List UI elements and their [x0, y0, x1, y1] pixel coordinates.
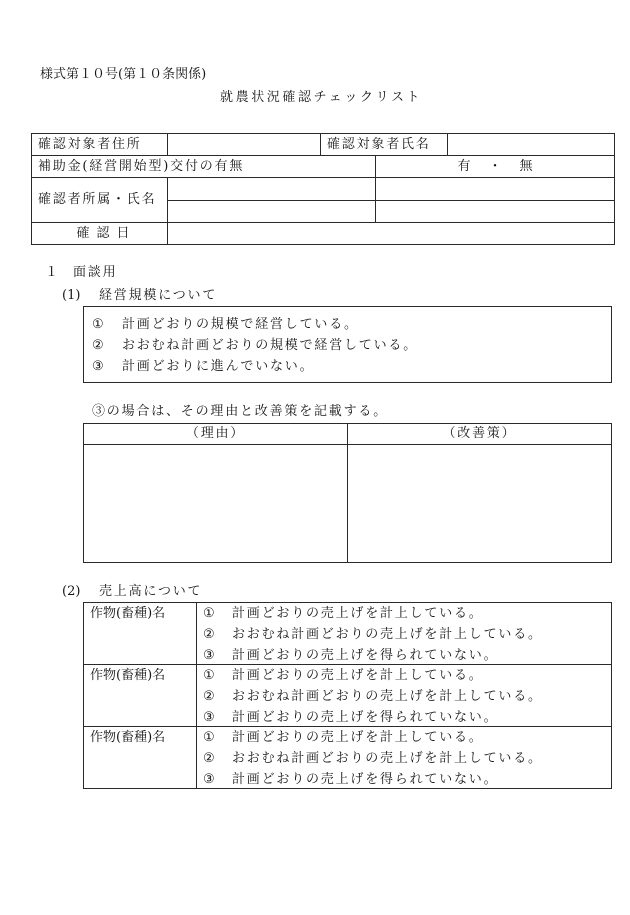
sales-option-3-2[interactable] — [197, 748, 611, 769]
improvement-header-cell — [347, 423, 612, 445]
sales-number: (2) — [62, 584, 81, 599]
address-label-cell — [31, 133, 168, 156]
subsidy-no-option[interactable]: 無 — [519, 158, 533, 174]
scale-note: ③の場合は、その理由と改善策を記載する。 — [92, 404, 389, 419]
sales-option-1-1[interactable] — [197, 603, 611, 624]
scale-option-3[interactable] — [84, 356, 611, 377]
date-field[interactable] — [167, 222, 615, 245]
option-text: 計画どおりの売上げを得られていない。 — [232, 710, 499, 725]
scale-options-box — [83, 306, 612, 383]
option-marker: ② — [203, 689, 215, 704]
scale-option-2[interactable] — [84, 335, 611, 356]
option-text: 計画どおりの規模で経営している。 — [122, 317, 359, 332]
option-text: おおむね計画どおりの売上げを計上している。 — [232, 751, 543, 766]
option-text: おおむね計画どおりの売上げを計上している。 — [232, 689, 543, 704]
date-label: 確認日 — [76, 225, 137, 241]
checker-label: 確認者所属・氏名 — [38, 192, 157, 207]
sales-table — [83, 602, 612, 789]
scale-number: (1) — [62, 288, 81, 303]
sales-options-cell-1 — [196, 602, 612, 665]
checker-name-field-2[interactable] — [375, 200, 615, 223]
reason-field[interactable] — [83, 444, 348, 563]
name-field[interactable] — [447, 133, 615, 156]
scale-title: 経営規模について — [99, 288, 218, 303]
crop-label: 作物(畜種)名 — [90, 668, 166, 683]
option-marker: ② — [92, 338, 104, 353]
checker-label-cell — [31, 177, 168, 223]
option-marker: ③ — [203, 772, 215, 787]
crop-label: 作物(畜種)名 — [90, 730, 166, 745]
sales-title: 売上高について — [99, 584, 203, 599]
option-marker: ② — [203, 627, 215, 642]
option-marker: ① — [203, 668, 215, 683]
option-marker: ③ — [92, 359, 104, 374]
address-field[interactable] — [167, 133, 321, 156]
subsidy-label: 補助金(経営開始型)交付の有無 — [38, 158, 245, 174]
page-title: 就農状況確認チェックリスト — [220, 90, 423, 105]
section-1-title: 面談用 — [73, 265, 118, 280]
sales-option-1-2[interactable] — [197, 624, 611, 645]
reason-improvement-table — [83, 423, 612, 563]
sales-option-2-3[interactable] — [197, 707, 611, 727]
option-marker: ③ — [203, 710, 215, 725]
crop-label-cell-1[interactable] — [83, 602, 197, 665]
reason-header: （理由） — [185, 426, 246, 441]
option-marker: ① — [92, 317, 104, 332]
name-label: 確認対象者氏名 — [327, 136, 431, 152]
option-text: 計画どおりに進んでいない。 — [122, 359, 315, 374]
option-text: 計画どおりの売上げを得られていない。 — [232, 648, 499, 663]
sales-option-2-1[interactable] — [197, 665, 611, 686]
option-text: 計画どおりの売上げを計上している。 — [232, 668, 484, 683]
sales-option-3-1[interactable] — [197, 727, 611, 748]
section-1-number: １ — [45, 265, 59, 280]
info-table — [31, 133, 615, 245]
form-number: 様式第１０号(第１０条関係) — [40, 67, 207, 82]
reason-header-cell — [83, 423, 348, 445]
option-text: 計画どおりの売上げを得られていない。 — [232, 772, 499, 787]
address-label: 確認対象者住所 — [38, 136, 142, 152]
checker-affiliation-field-1[interactable] — [167, 177, 376, 201]
subsidy-choice-cell — [375, 155, 615, 178]
option-marker: ② — [203, 751, 215, 766]
option-marker: ① — [203, 606, 215, 621]
option-text: 計画どおりの売上げを計上している。 — [232, 730, 484, 745]
sales-option-1-3[interactable] — [197, 645, 611, 665]
sales-option-3-3[interactable] — [197, 769, 611, 789]
name-label-cell — [320, 133, 448, 156]
improvement-header: （改善策） — [442, 426, 517, 441]
subsidy-label-cell — [31, 155, 376, 178]
subsidy-yes-option[interactable]: 有 — [457, 158, 471, 174]
checker-affiliation-field-2[interactable] — [167, 200, 376, 223]
crop-label-cell-2[interactable] — [83, 664, 197, 727]
scale-option-1[interactable] — [84, 314, 611, 335]
subsidy-separator: ・ — [488, 158, 502, 174]
option-text: おおむね計画どおりの規模で経営している。 — [122, 338, 419, 353]
crop-label-cell-3[interactable] — [83, 726, 197, 789]
option-text: 計画どおりの売上げを計上している。 — [232, 606, 484, 621]
checker-name-field-1[interactable] — [375, 177, 615, 201]
option-text: おおむね計画どおりの売上げを計上している。 — [232, 627, 543, 642]
crop-label: 作物(畜種)名 — [90, 606, 166, 621]
sales-options-cell-3 — [196, 726, 612, 789]
improvement-field[interactable] — [347, 444, 612, 563]
sales-option-2-2[interactable] — [197, 686, 611, 707]
sales-options-cell-2 — [196, 664, 612, 727]
option-marker: ① — [203, 730, 215, 745]
option-marker: ③ — [203, 648, 215, 663]
date-label-cell — [31, 222, 168, 245]
